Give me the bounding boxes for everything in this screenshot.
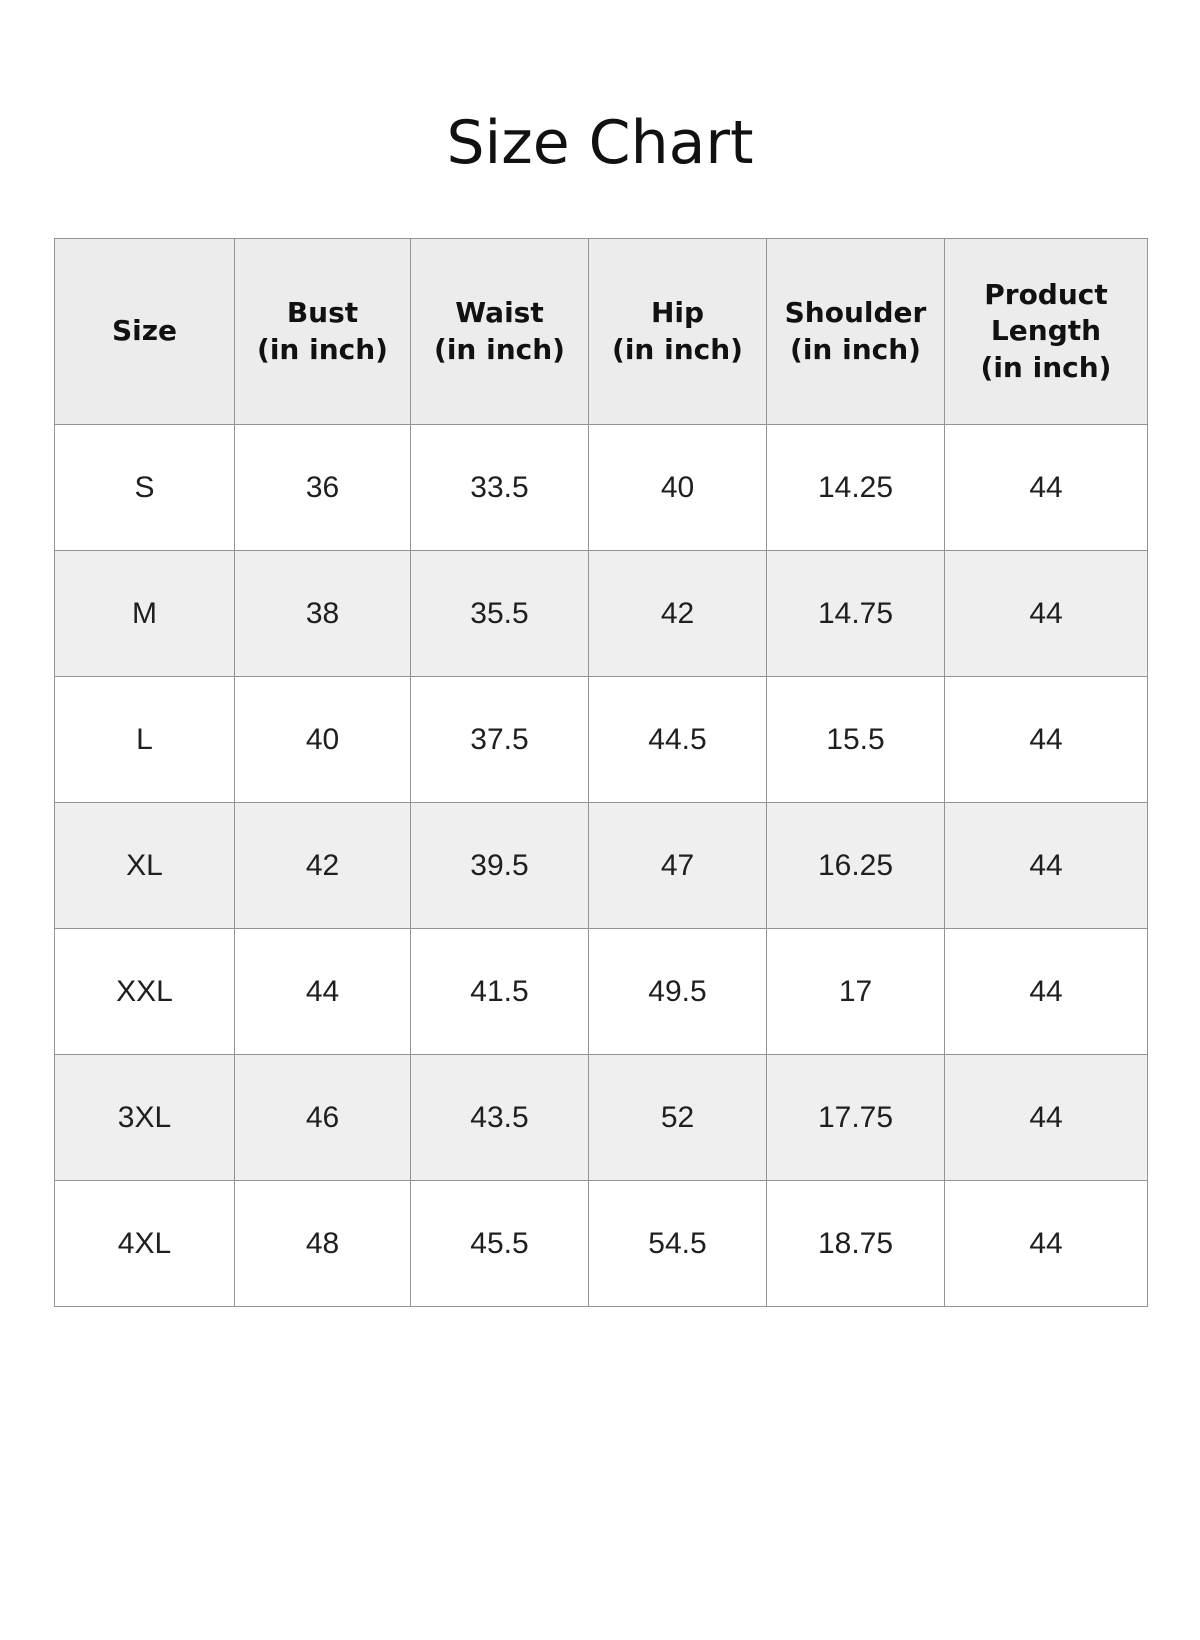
- cell-hip: 52: [589, 1055, 767, 1181]
- column-header-product-length: [945, 239, 1148, 425]
- column-unit: (in inch): [980, 350, 1112, 384]
- table-row-l: [55, 677, 1148, 803]
- cell-hip: 54.5: [589, 1181, 767, 1307]
- page-title: Size Chart: [446, 108, 754, 179]
- cell-shoulder: 14.75: [767, 551, 945, 677]
- size-chart-table: [54, 238, 1148, 1307]
- cell-shoulder: 15.5: [767, 677, 945, 803]
- cell-bust: 44: [235, 929, 411, 1055]
- cell-hip: 40: [589, 425, 767, 551]
- table-row-s: [55, 425, 1148, 551]
- cell-waist: 43.5: [411, 1055, 589, 1181]
- cell-product-length: 44: [945, 551, 1148, 677]
- cell-shoulder: 14.25: [767, 425, 945, 551]
- cell-product-length: 44: [945, 803, 1148, 929]
- cell-hip: 49.5: [589, 929, 767, 1055]
- cell-waist: 39.5: [411, 803, 589, 929]
- column-name: Hip: [650, 296, 705, 330]
- cell-bust: 40: [235, 677, 411, 803]
- column-name: Bust: [286, 296, 359, 330]
- cell-size: S: [55, 425, 235, 551]
- cell-shoulder: 17.75: [767, 1055, 945, 1181]
- table-row-xxl: [55, 929, 1148, 1055]
- cell-bust: 38: [235, 551, 411, 677]
- cell-size: 3XL: [55, 1055, 235, 1181]
- cell-waist: 33.5: [411, 425, 589, 551]
- cell-size: XXL: [55, 929, 235, 1055]
- cell-size: XL: [55, 803, 235, 929]
- column-header-shoulder: [767, 239, 945, 425]
- cell-bust: 36: [235, 425, 411, 551]
- column-header-waist: [411, 239, 589, 425]
- cell-bust: 48: [235, 1181, 411, 1307]
- cell-product-length: 44: [945, 677, 1148, 803]
- column-name: Size: [111, 314, 178, 348]
- cell-shoulder: 17: [767, 929, 945, 1055]
- cell-shoulder: 18.75: [767, 1181, 945, 1307]
- cell-hip: 47: [589, 803, 767, 929]
- table-header: [55, 239, 1148, 425]
- table-row-xl: [55, 803, 1148, 929]
- column-header-size: [55, 239, 235, 425]
- column-unit: (in inch): [612, 332, 743, 366]
- cell-waist: 41.5: [411, 929, 589, 1055]
- cell-size: M: [55, 551, 235, 677]
- column-unit: (in inch): [790, 332, 921, 366]
- column-name: Waist: [455, 296, 544, 330]
- column-name: Shoulder: [784, 296, 927, 330]
- column-name: Product Length: [984, 278, 1108, 348]
- cell-size: 4XL: [55, 1181, 235, 1307]
- column-unit: (in inch): [434, 332, 565, 366]
- table-row-4xl: [55, 1181, 1148, 1307]
- cell-waist: 45.5: [411, 1181, 589, 1307]
- cell-product-length: 44: [945, 425, 1148, 551]
- column-header-bust: [235, 239, 411, 425]
- cell-product-length: 44: [945, 1181, 1148, 1307]
- cell-shoulder: 16.25: [767, 803, 945, 929]
- cell-size: L: [55, 677, 235, 803]
- cell-hip: 42: [589, 551, 767, 677]
- cell-waist: 35.5: [411, 551, 589, 677]
- table-row-m: [55, 551, 1148, 677]
- cell-bust: 42: [235, 803, 411, 929]
- header-row: [55, 239, 1148, 425]
- column-header-hip: [589, 239, 767, 425]
- cell-product-length: 44: [945, 929, 1148, 1055]
- cell-product-length: 44: [945, 1055, 1148, 1181]
- column-unit: (in inch): [257, 332, 388, 366]
- cell-hip: 44.5: [589, 677, 767, 803]
- table-row-3xl: [55, 1055, 1148, 1181]
- cell-waist: 37.5: [411, 677, 589, 803]
- cell-bust: 46: [235, 1055, 411, 1181]
- table-body: [55, 425, 1148, 1307]
